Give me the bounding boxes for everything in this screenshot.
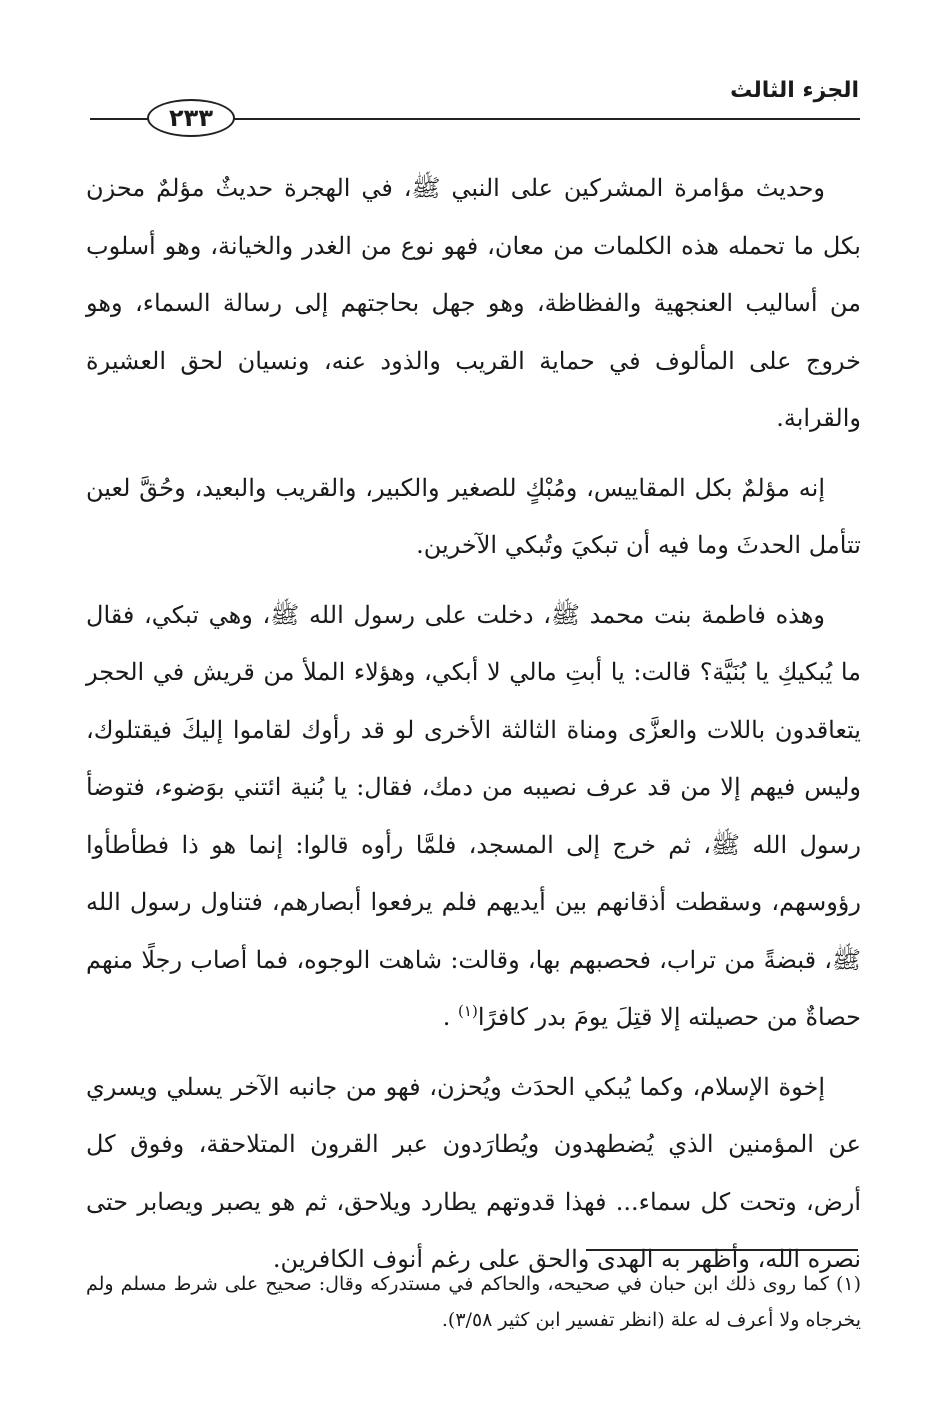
paragraph-text: وهذه فاطمة بنت محمد ﷺ، دخلت على رسول الله ﷺ، وهي تبكي، فقال ما يُبكيكِ يا بُنَيَّة؟ قالت: يا أبتِ مالي لا أبكي، وهؤلاء الملأ من قريش في الحجر يتعاقدون باللات والعزَّى ومناة الثالثة الأخرى لو قد رأوك لقاموا إليكَ فيقتلوك، وليس فيهم إلا من قد عرف نصيبه من دمك، فقال: يا بُنية ائتني بوَضوء، فتوضأ رسول الله ﷺ، ثم خرج إلى المسجد، فلمَّا رأوه قالوا: إنما هو ذا فطأطأوا رؤوسهم، وسقطت أذقانهم بين أيديهم فلم يرفعوا أبصارهم، فتناول رسول الله ﷺ، قبضةً من تراب، فحصبهم بها، وقالت: شاهت الوجوه، فما أصاب رجلًا منهم حصاةٌ من حصيلته إلا قتِلَ يومَ بدر كافرًا xyxy=(86,600,861,1031)
running-title: الجزء الثالث xyxy=(730,78,859,103)
paragraph: إخوة الإسلام، وكما يُبكي الحدَث ويُحزن، فهو من جانبه الآخر يسلي ويسري عن المؤمنين الذي يُضطهدون ويُطارَدون عبر القرون المتلاحقة، وفوق كل أرض، وتحت كل سماء... فهذا قدوتهم يطارد ويلاحق، ثم هو يصبر ويصابر حتى نصره الله، وأظهر به الهدى والحق على رغم أنوف الكافرين. xyxy=(86,1072,861,1273)
footnote-separator xyxy=(586,1249,858,1251)
footnote: (١) كما روى ذلك ابن حبان في صحيحه، والحاكم في مستدركه وقال: صحيح على شرط مسلم ولم يخرجاه ولا أعرف له علة (انظر تفسير ابن كثير ٣/٥٨). xyxy=(86,1273,861,1331)
paragraph xyxy=(86,587,861,1047)
footnote-reference[interactable]: (١) xyxy=(458,1002,478,1020)
body-text xyxy=(86,160,861,1301)
paragraph: إنه مؤلمٌ بكل المقاييس، ومُبْكٍ للصغير والكبير، والقريب والبعيد، وحُقَّ لعين تتأمل الحدثَ وما فيه أن تبكيَ وتُبكي الآخرين. xyxy=(86,473,861,559)
paragraph: وحديث مؤامرة المشركين على النبي ﷺ، في الهجرة حديثٌ مؤلمٌ محزن بكل ما تحمله هذه الكلمات من معان، فهو نوع من الغدر والخيانة، وهو أسلوب من أساليب العنجهية والفظاظة، وهو جهل بحاجتهم إلى رسالة السماء، وهو خروج على المألوف في حماية القريب والذود عنه، ونسيان لحق العشيرة والقرابة. xyxy=(86,174,861,432)
footnotes xyxy=(86,1266,861,1338)
page-number-badge: ٢٣٣ xyxy=(147,99,235,137)
paragraph-tail: . xyxy=(442,1003,451,1031)
